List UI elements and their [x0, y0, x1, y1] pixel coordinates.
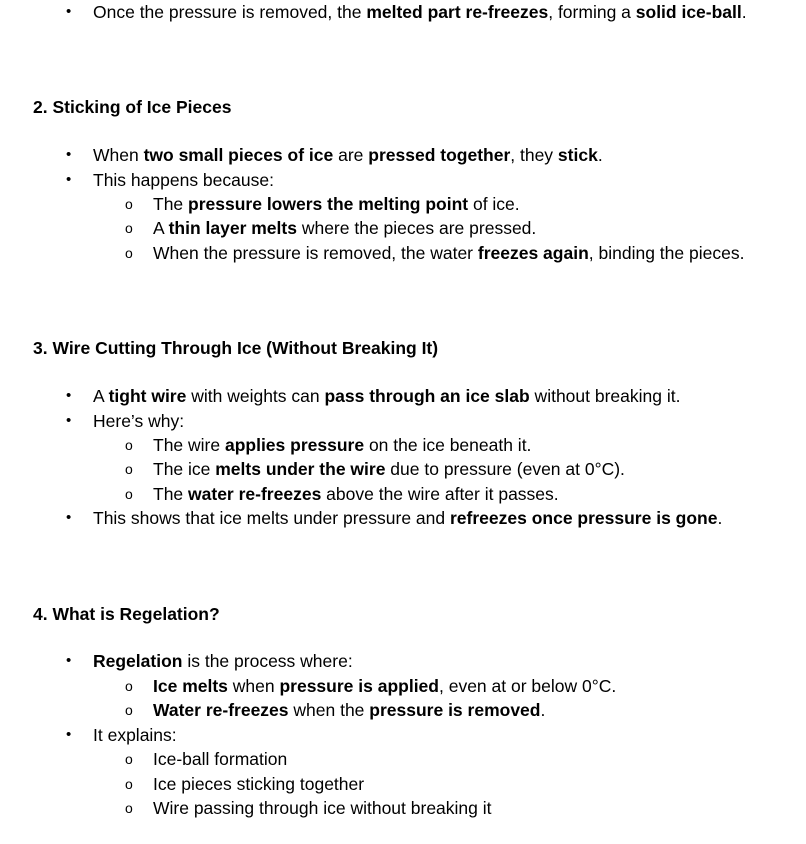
text-run: when the: [288, 700, 370, 720]
text-run: , forming a: [548, 2, 636, 22]
bold-text: applies pressure: [224, 435, 365, 455]
item-text: [93, 168, 274, 192]
item-text: [153, 192, 520, 216]
item-text: [153, 216, 536, 240]
sub-bullet-marker: o: [125, 437, 133, 453]
section-heading: 3. Wire Cutting Through Ice (Without Breaking It): [33, 338, 439, 358]
bullet-marker: •: [66, 509, 72, 526]
bold-text: tight wire: [108, 386, 187, 406]
sub-bullet-marker: o: [125, 245, 133, 261]
sub-bullet-marker: o: [125, 196, 133, 212]
text-run: This shows that ice melts under pressure and: [93, 508, 450, 528]
bold-text: pressure is removed: [369, 700, 541, 720]
bullet-marker: •: [66, 652, 72, 669]
item-text: [153, 796, 492, 820]
text-run: due to pressure (even at 0°C).: [385, 459, 625, 479]
bold-text: pass through an ice slab: [324, 386, 530, 406]
text-run: when: [227, 676, 280, 696]
item-text: [153, 457, 625, 481]
bold-text: water re-freezes: [188, 484, 322, 504]
item-text: [153, 772, 364, 796]
text-run: where the pieces are pressed.: [296, 218, 537, 238]
item-text: [93, 723, 177, 747]
item-text: [93, 649, 353, 673]
sub-bullet-marker: o: [125, 461, 133, 477]
text-run: It explains:: [93, 725, 177, 745]
bold-text: two small pieces of ice: [143, 145, 334, 165]
text-run: A: [153, 218, 169, 238]
sub-bullet-marker: o: [125, 678, 133, 694]
text-run: .: [717, 508, 723, 528]
bold-text: refreezes once pressure is gone: [449, 508, 718, 528]
item-text: [153, 674, 616, 698]
bullet-marker: •: [66, 146, 72, 163]
bold-text: Regelation: [93, 651, 183, 671]
text-run: of ice.: [468, 194, 520, 214]
sub-bullet-marker: o: [125, 220, 133, 236]
text-run: When: [93, 145, 144, 165]
text-run: above the wire after it passes.: [321, 484, 559, 504]
item-text: [153, 433, 531, 457]
text-run: is the process where:: [182, 651, 353, 671]
sub-bullet-marker: o: [125, 486, 133, 502]
text-run: The: [153, 484, 189, 504]
item-text: [93, 409, 184, 433]
bold-text: melted part re-freezes: [366, 2, 549, 22]
item-text: [93, 384, 680, 408]
item-text: [153, 241, 744, 265]
text-run: The: [153, 194, 189, 214]
bold-text: Water re-freezes: [153, 700, 289, 720]
item-text: [93, 143, 603, 167]
text-run: are: [333, 145, 369, 165]
text-run: This happens because:: [93, 170, 274, 190]
bullet-marker: •: [66, 387, 72, 404]
text-run: without breaking it.: [529, 386, 681, 406]
section-heading: 2. Sticking of Ice Pieces: [33, 97, 232, 117]
item-text: [153, 698, 545, 722]
item-text: [153, 482, 559, 506]
text-run: When the pressure is removed, the water: [153, 243, 478, 263]
bold-text: pressed together: [368, 145, 511, 165]
text-run: , binding the pieces.: [588, 243, 745, 263]
bullet-marker: •: [66, 3, 72, 20]
bold-text: pressure is applied: [279, 676, 439, 696]
bold-text: pressure lowers the melting point: [188, 194, 469, 214]
item-text: [93, 0, 747, 24]
text-run: .: [597, 145, 603, 165]
sub-bullet-marker: o: [125, 800, 133, 816]
sub-bullet-marker: o: [125, 751, 133, 767]
text-run: , even at or below 0°C.: [438, 676, 617, 696]
sub-bullet-marker: o: [125, 702, 133, 718]
bullet-marker: •: [66, 171, 72, 188]
text-run: The ice: [153, 459, 216, 479]
text-run: Here’s why:: [93, 411, 185, 431]
text-run: Wire passing through ice without breaking it: [153, 798, 492, 818]
text-run: , they: [510, 145, 558, 165]
bold-text: stick: [557, 145, 598, 165]
text-run: .: [540, 700, 546, 720]
bold-text: freezes again: [477, 243, 589, 263]
item-text: [153, 747, 287, 771]
text-run: The wire: [153, 435, 225, 455]
item-text: [93, 506, 722, 530]
bold-text: Ice melts: [153, 676, 228, 696]
bold-text: melts under the wire: [215, 459, 386, 479]
bullet-marker: •: [66, 726, 72, 743]
bold-text: solid ice-ball: [635, 2, 742, 22]
text-run: .: [741, 2, 747, 22]
text-run: with weights can: [186, 386, 325, 406]
text-run: Once the pressure is removed, the: [93, 2, 367, 22]
section-heading: 4. What is Regelation?: [33, 604, 220, 624]
text-run: on the ice beneath it.: [364, 435, 532, 455]
bold-text: thin layer melts: [168, 218, 297, 238]
text-run: Ice-ball formation: [153, 749, 288, 769]
text-run: Ice pieces sticking together: [153, 774, 365, 794]
sub-bullet-marker: o: [125, 776, 133, 792]
bullet-marker: •: [66, 412, 72, 429]
text-run: A: [93, 386, 109, 406]
